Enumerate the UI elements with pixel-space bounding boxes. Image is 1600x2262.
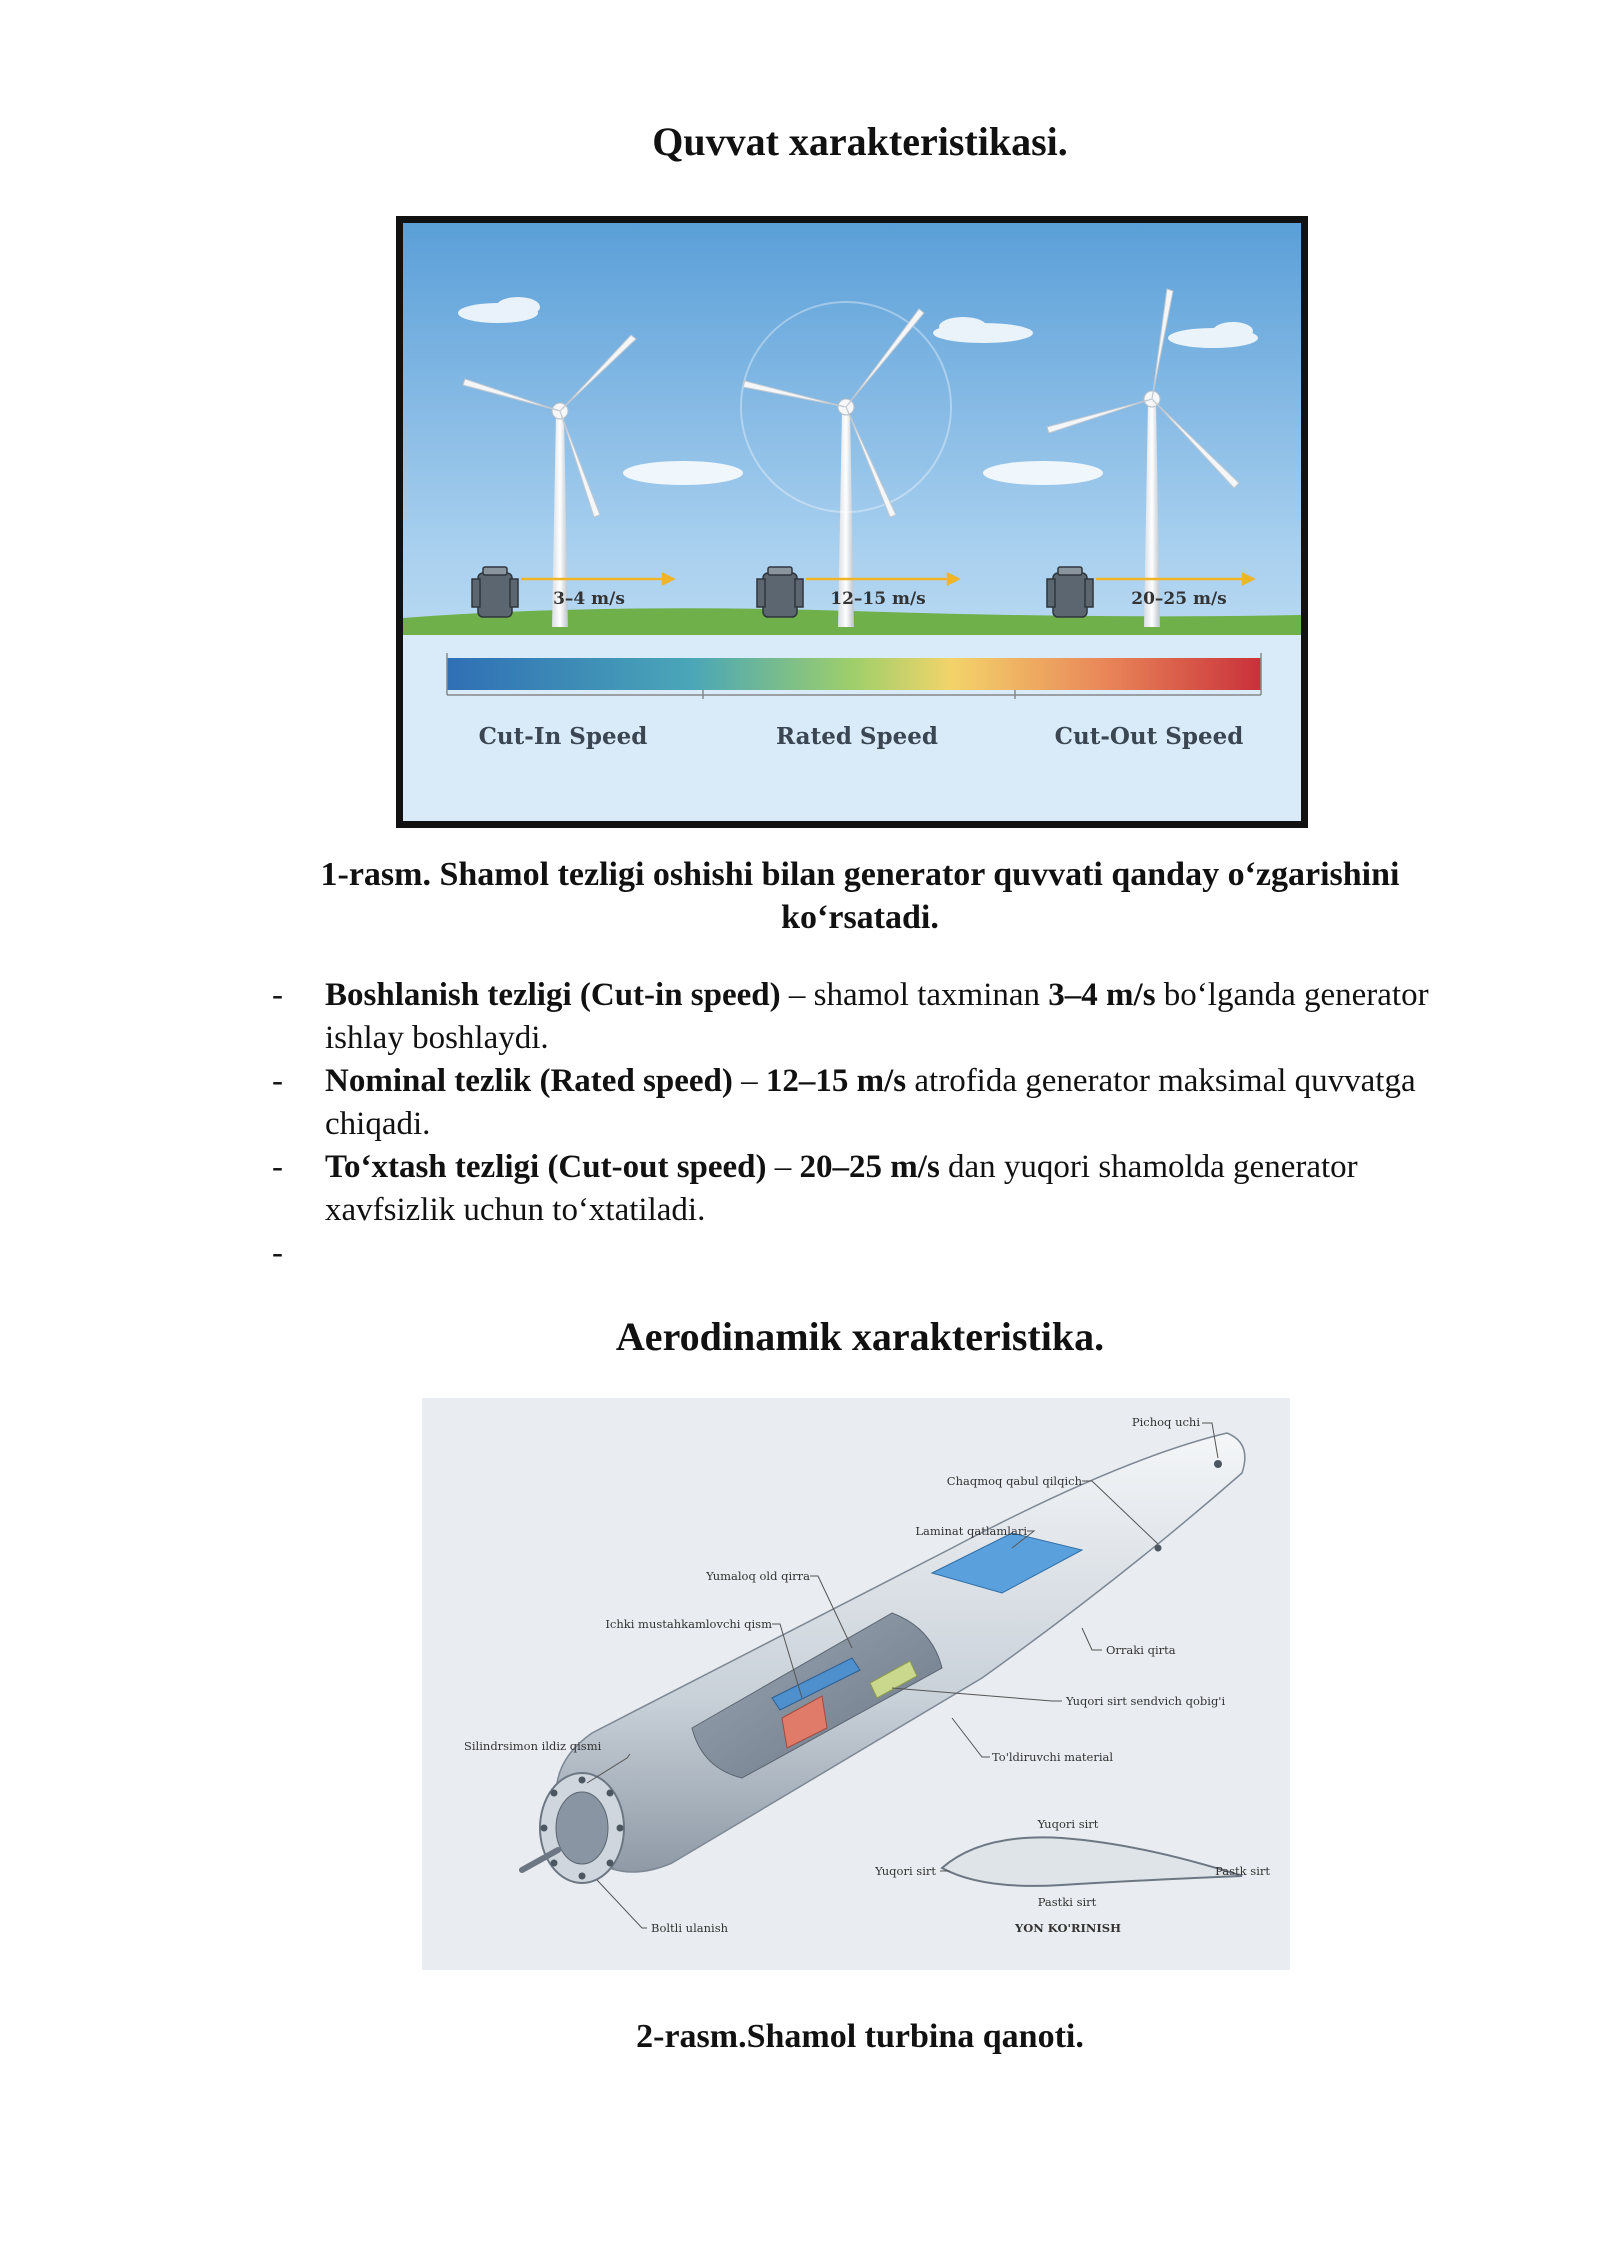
label-filler: To'ldiruvchi material [992, 1750, 1114, 1764]
anemometer-icon [757, 567, 803, 617]
bullet-list [272, 974, 1472, 1275]
label-lower-surface: Pastki sirt [1037, 1895, 1097, 1909]
cut-in-label: Cut-In Speed [478, 723, 648, 750]
rated-label: Rated Speed [776, 723, 938, 750]
anemometer-icon [1047, 567, 1093, 617]
figure-wind-turbine-speeds [396, 216, 1308, 828]
label-root: Silindrsimon ildiz qismi [464, 1739, 602, 1753]
figure-turbine-blade [422, 1398, 1290, 1970]
label-side-view: YON KO'RINISH [1015, 1921, 1121, 1935]
cut-out-label: Cut-Out Speed [1054, 723, 1244, 750]
list-item: - [272, 1235, 283, 1271]
list-item: - To‘xtash tezligi (Cut-out speed) – 20–25 m/s dan yuqori shamolda generator xavfsizlik uchun to‘xtatiladi. [272, 1149, 1358, 1228]
label-laminate: Laminat qatlamlari [915, 1524, 1027, 1538]
label-bolt: Boltli ulanish [651, 1921, 729, 1935]
label-pressure-side: Pastk sirt [1215, 1864, 1270, 1878]
airfoil-side-view [942, 1837, 1242, 1886]
figure-1-caption: 1-rasm. Shamol tezligi oshishi bilan generator quvvati qanday o‘zgarishini ko‘rsatadi. [320, 856, 1400, 936]
label-tip: Pichoq uchi [1131, 1415, 1200, 1429]
list-item: - Boshlanish tezligi (Cut-in speed) – shamol taxminan 3–4 m/s bo‘lganda generator ishlay boshlaydi. [272, 977, 1429, 1056]
label-leading-edge: Yumaloq old qirra [706, 1569, 810, 1583]
speed-label-3: 20–25 m/s [1131, 589, 1227, 609]
section-title-power: Quvvat xarakteristikasi. [652, 119, 1068, 164]
speed-label-2: 12–15 m/s [830, 589, 926, 609]
label-trailing-edge: Orraki qirta [1106, 1643, 1176, 1657]
label-lightning: Chaqmoq qabul qilqich [946, 1474, 1082, 1488]
label-internal: Ichki mustahkamlovchi qism [605, 1617, 772, 1631]
anemometer-icon [472, 567, 518, 617]
label-sandwich: Yuqori sirt sendvich qobig'i [1066, 1694, 1226, 1708]
label-upper-surface-left: Yuqori sirt [875, 1864, 936, 1878]
list-item: - Nominal tezlik (Rated speed) – 12–15 m/s atrofida generator maksimal quvvatga chiqadi. [272, 1063, 1416, 1142]
speed-label-1: 3–4 m/s [553, 589, 625, 609]
speed-gradient-bar [447, 658, 1261, 690]
label-upper-surface-top: Yuqori sirt [1037, 1817, 1099, 1831]
figure-2-caption: 2-rasm.Shamol turbina qanoti. [636, 2018, 1084, 2055]
section-title-aerodynamic: Aerodinamik xarakteristika. [615, 1314, 1105, 1359]
